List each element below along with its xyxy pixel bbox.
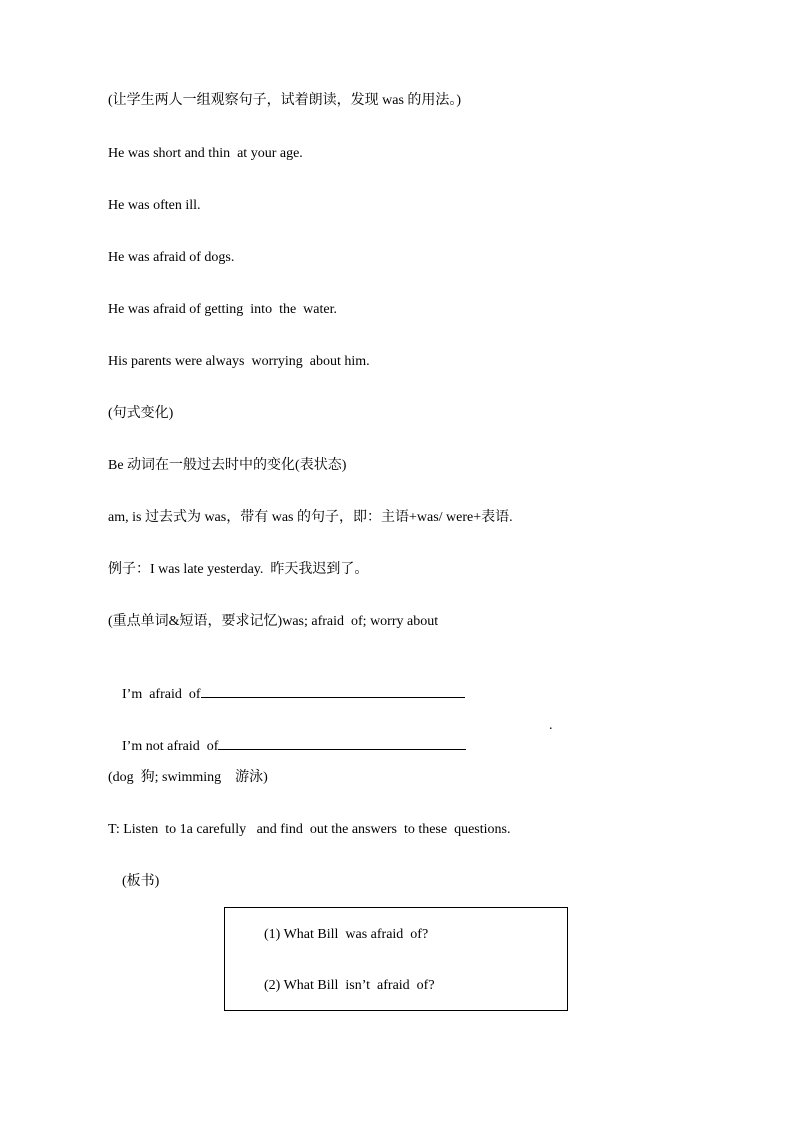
key-words-line: (重点单词&短语，要求记忆)was; afraid of; worry about <box>108 614 439 629</box>
afraid-of-prompt: I’m afraid of <box>122 687 201 702</box>
sentence-2: He was often ill. <box>108 198 201 213</box>
sentence-1: He was short and thin at your age. <box>108 146 303 161</box>
trailing-period: . <box>549 718 553 733</box>
not-afraid-of-prompt: I’m not afraid of <box>122 739 219 754</box>
example-line: 例子：I was late yesterday. 昨天我迟到了。 <box>108 562 369 577</box>
board-question-1: (1) What Bill was afraid of? <box>264 927 429 942</box>
afraid-of-blank[interactable] <box>201 683 465 698</box>
rule-line: am, is 过去式为 was，带有 was 的句子，即：主语+was/ were+表语. <box>108 510 513 525</box>
be-verb-line: Be 动词在一般过去时中的变化(表状态) <box>108 458 347 473</box>
hint-line: (dog 狗; swimming 游泳) <box>108 770 268 785</box>
not-afraid-of-blank[interactable] <box>218 735 466 750</box>
instruction-line: (让学生两人一组观察句子，试着朗读，发现 was 的用法。) <box>108 93 462 108</box>
sentence-4: He was afraid of getting into the water. <box>108 302 337 317</box>
pattern-heading: (句式变化) <box>108 406 174 421</box>
afraid-of-line <box>108 665 465 722</box>
blackboard-box <box>224 907 568 1011</box>
teacher-line: T: Listen to 1a carefully and find out the answers to these questions. <box>108 822 511 837</box>
sentence-5: His parents were always worrying about him. <box>108 354 370 369</box>
not-afraid-of-line <box>108 717 466 774</box>
board-label: (板书) <box>122 874 160 889</box>
board-question-2: (2) What Bill isn’t afraid of? <box>264 978 435 993</box>
sentence-3: He was afraid of dogs. <box>108 250 235 265</box>
